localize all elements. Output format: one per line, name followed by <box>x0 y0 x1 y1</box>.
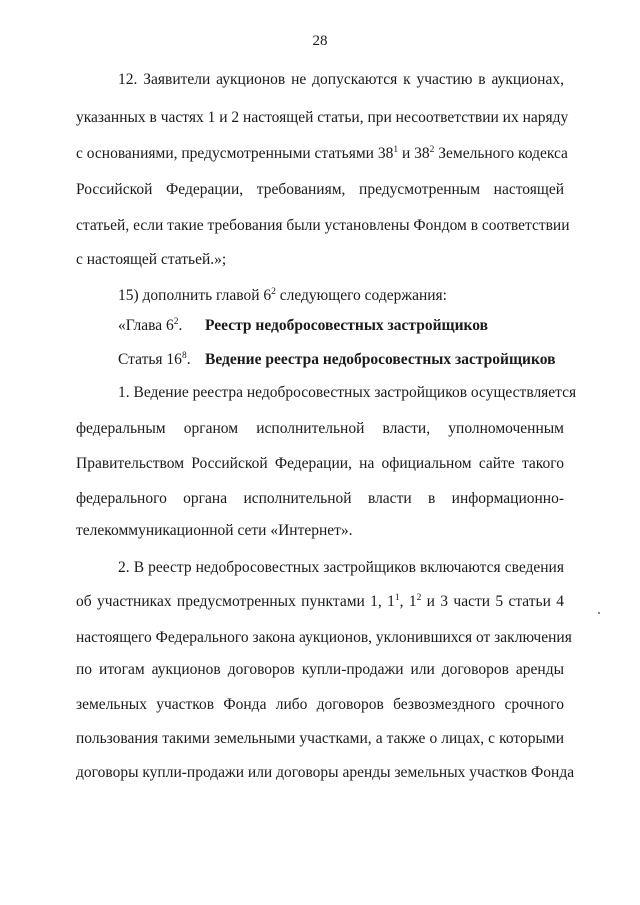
p2-line-4: по итогам аукционов договоров купли-продажи или договоров аренды <box>76 661 564 678</box>
p1-line-1: 1. Ведение реестра недобросовестных застройщиков осуществляется <box>118 384 577 401</box>
para12-line-2: указанных в частях 1 и 2 настоящей статьи, при несоответствии их наряду <box>76 109 569 126</box>
article-number: Статья $16^8$. <box>118 351 191 368</box>
p2-line-7: договоры купли-продажи или договоры аренды земельных участков Фонда <box>76 764 575 781</box>
p1-line-3: Правительством Российской Федерации, на официальном сайте такого <box>76 455 564 472</box>
p2-line-2: об участниках предусмотренных пунктами 1, $1^1$, $1^2$ и 3 части 5 статьи 4 <box>76 593 564 610</box>
p2-line-1: 2. В реестр недобросовестных застройщиков включаются сведения <box>118 559 564 576</box>
p1-line-5: телекоммуникационной сети «Интернет». <box>76 522 353 539</box>
para12-line-3: с основаниями, предусмотренными статьями $38^1$ и $38^2$ Земельного кодекса <box>76 145 568 162</box>
scan-speck <box>598 612 600 614</box>
item-15: 15) дополнить главой $6^2$ следующего содержания: <box>118 287 447 304</box>
para12-line-4: Российской Федерации, требованиям, предусмотренным настоящей <box>76 181 564 198</box>
para12-line-1: 12. Заявители аукционов не допускаются к участию в аукционах, <box>118 71 564 88</box>
chapter-title: Реестр недобросовестных застройщиков <box>205 317 488 334</box>
p2-line-5: земельных участков Фонда либо договоров безвозмездного срочного <box>76 696 564 713</box>
p2-line-3: настоящего Федерального закона аукционов, уклонившихся от заключения <box>76 629 572 646</box>
p1-line-4: федерального органа исполнительной власти в информационно- <box>76 490 564 507</box>
para12-line-6: с настоящей статьей.»; <box>76 251 227 268</box>
p2-line-6: пользования такими земельными участками, а также о лицах, с которыми <box>76 730 564 747</box>
article-title: Ведение реестра недобросовестных застройщиков <box>205 351 556 368</box>
p1-line-2: федеральным органом исполнительной власти, уполномоченным <box>76 420 564 437</box>
para12-line-5: статьей, если такие требования были установлены Фондом в соответствии <box>76 217 570 234</box>
page-number: 28 <box>312 33 328 49</box>
chapter-number: «Глава $6^2$. <box>118 317 183 334</box>
